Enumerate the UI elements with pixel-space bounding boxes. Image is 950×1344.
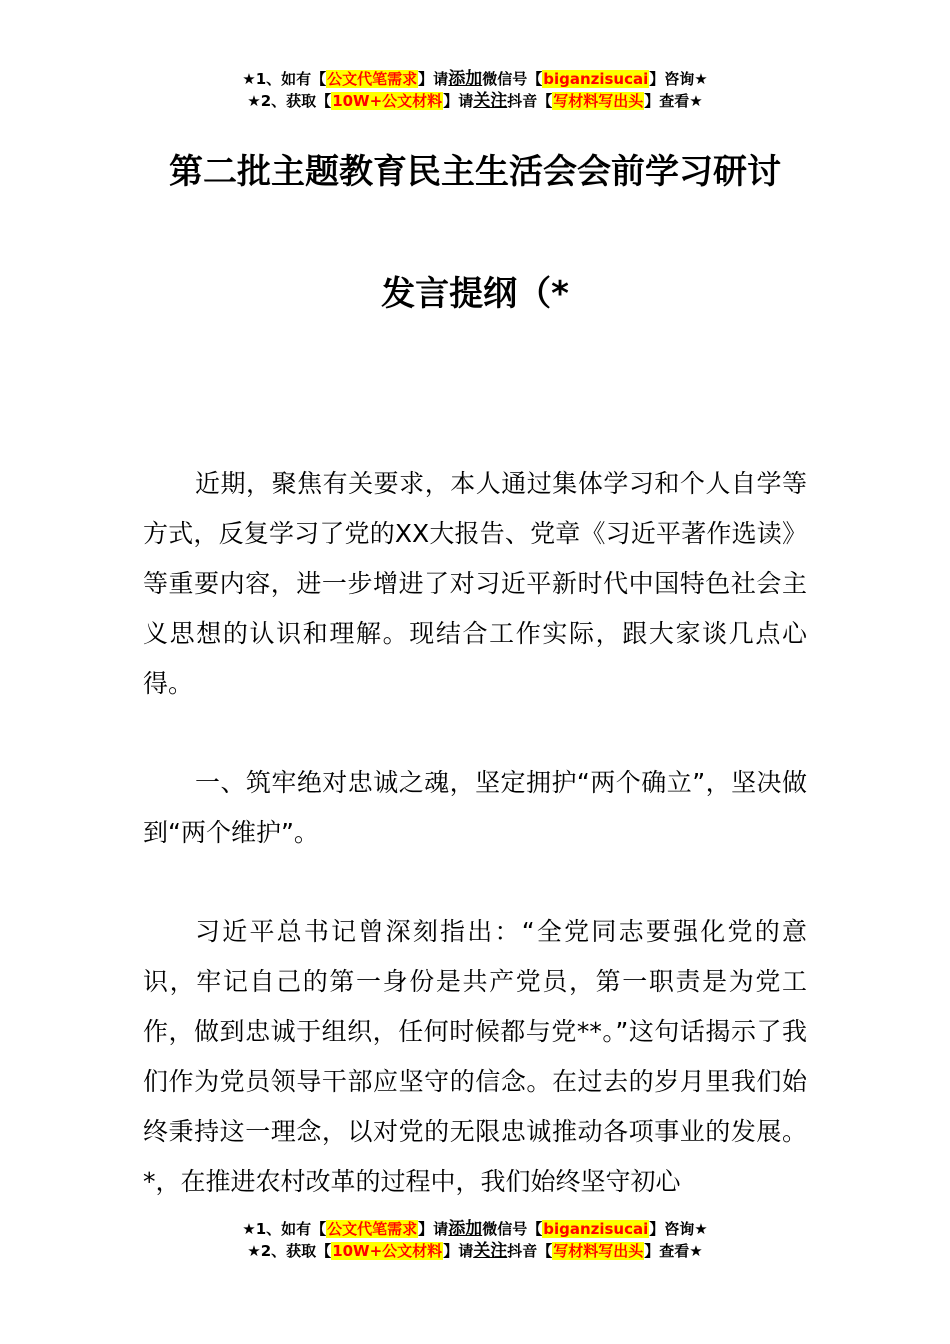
promo-emphasis: 关注 bbox=[473, 1241, 508, 1261]
promo-text: ★2、获取【 bbox=[247, 92, 332, 110]
top-promo-banner bbox=[0, 68, 950, 112]
promo-highlight: 写材料写出头 bbox=[553, 92, 644, 110]
promo-line-1 bbox=[0, 68, 950, 90]
promo-text: 】咨询★ bbox=[649, 70, 708, 88]
promo-text: ★2、获取【 bbox=[247, 1242, 332, 1260]
promo-text: 】请 bbox=[418, 70, 449, 88]
promo-line-1 bbox=[0, 1218, 950, 1240]
promo-text: 抖音【 bbox=[507, 92, 553, 110]
promo-text: 微信号【 bbox=[482, 1220, 543, 1238]
body-paragraph-intro bbox=[143, 459, 807, 709]
promo-highlight: biganzisucai bbox=[543, 1220, 649, 1238]
promo-highlight: biganzisucai bbox=[543, 70, 649, 88]
promo-text: 】咨询★ bbox=[649, 1220, 708, 1238]
promo-text: ★1、如有【 bbox=[242, 70, 327, 88]
body-paragraph-heading-one bbox=[143, 758, 807, 858]
promo-text: ★1、如有【 bbox=[242, 1220, 327, 1238]
promo-text: 】请 bbox=[443, 1242, 474, 1260]
document-title-line-1: 第二批主题教育民主生活会会前学习研讨 bbox=[169, 152, 781, 192]
promo-highlight: 10W+公文材料 bbox=[332, 92, 443, 110]
promo-text: 】请 bbox=[443, 92, 474, 110]
promo-text: 】查看★ bbox=[644, 92, 703, 110]
promo-text: 微信号【 bbox=[482, 70, 543, 88]
paragraph-text: 近期，聚焦有关要求，本人通过集体学习和个人自学等方式，反复学习了党的XX大报告、党章《习近平著作选读》等重要内容，进一步增进了对习近平新时代中国特色社会主义思想的认识和理解。现结合工作实际，跟大家谈几点心得。 bbox=[143, 469, 807, 698]
promo-highlight: 写材料写出头 bbox=[553, 1242, 644, 1260]
paragraph-text: 一、筑牢绝对忠诚之魂，坚定拥护“两个确立”，坚决做到“两个维护”。 bbox=[143, 768, 807, 847]
promo-emphasis: 添加 bbox=[448, 69, 483, 89]
promo-emphasis: 添加 bbox=[448, 1219, 483, 1239]
promo-line-2 bbox=[0, 90, 950, 112]
promo-highlight: 公文代笔需求 bbox=[327, 70, 418, 88]
promo-text: 】查看★ bbox=[644, 1242, 703, 1260]
document-title-line-2: 发言提纲（* bbox=[381, 274, 569, 314]
promo-text: 抖音【 bbox=[507, 1242, 553, 1260]
promo-highlight: 公文代笔需求 bbox=[327, 1220, 418, 1238]
paragraph-text: 习近平总书记曾深刻指出：“全党同志要强化党的意识，牢记自己的第一身份是共产党员，第一职责是为党工作，做到忠诚于组织，任何时候都与党**。”这句话揭示了我们作为党员领导干部应坚守的信念。在过去的岁月里我们始终秉持这一理念，以对党的无限忠诚推动各项事业的发展。*，在推进农村改革的过程中，我们始终坚守初心 bbox=[143, 917, 807, 1196]
promo-highlight: 10W+公文材料 bbox=[332, 1242, 443, 1260]
bottom-promo-banner bbox=[0, 1218, 950, 1262]
promo-text: 】请 bbox=[418, 1220, 449, 1238]
promo-line-2 bbox=[0, 1240, 950, 1262]
body-paragraph-quote bbox=[143, 907, 807, 1207]
promo-emphasis: 关注 bbox=[473, 91, 508, 111]
